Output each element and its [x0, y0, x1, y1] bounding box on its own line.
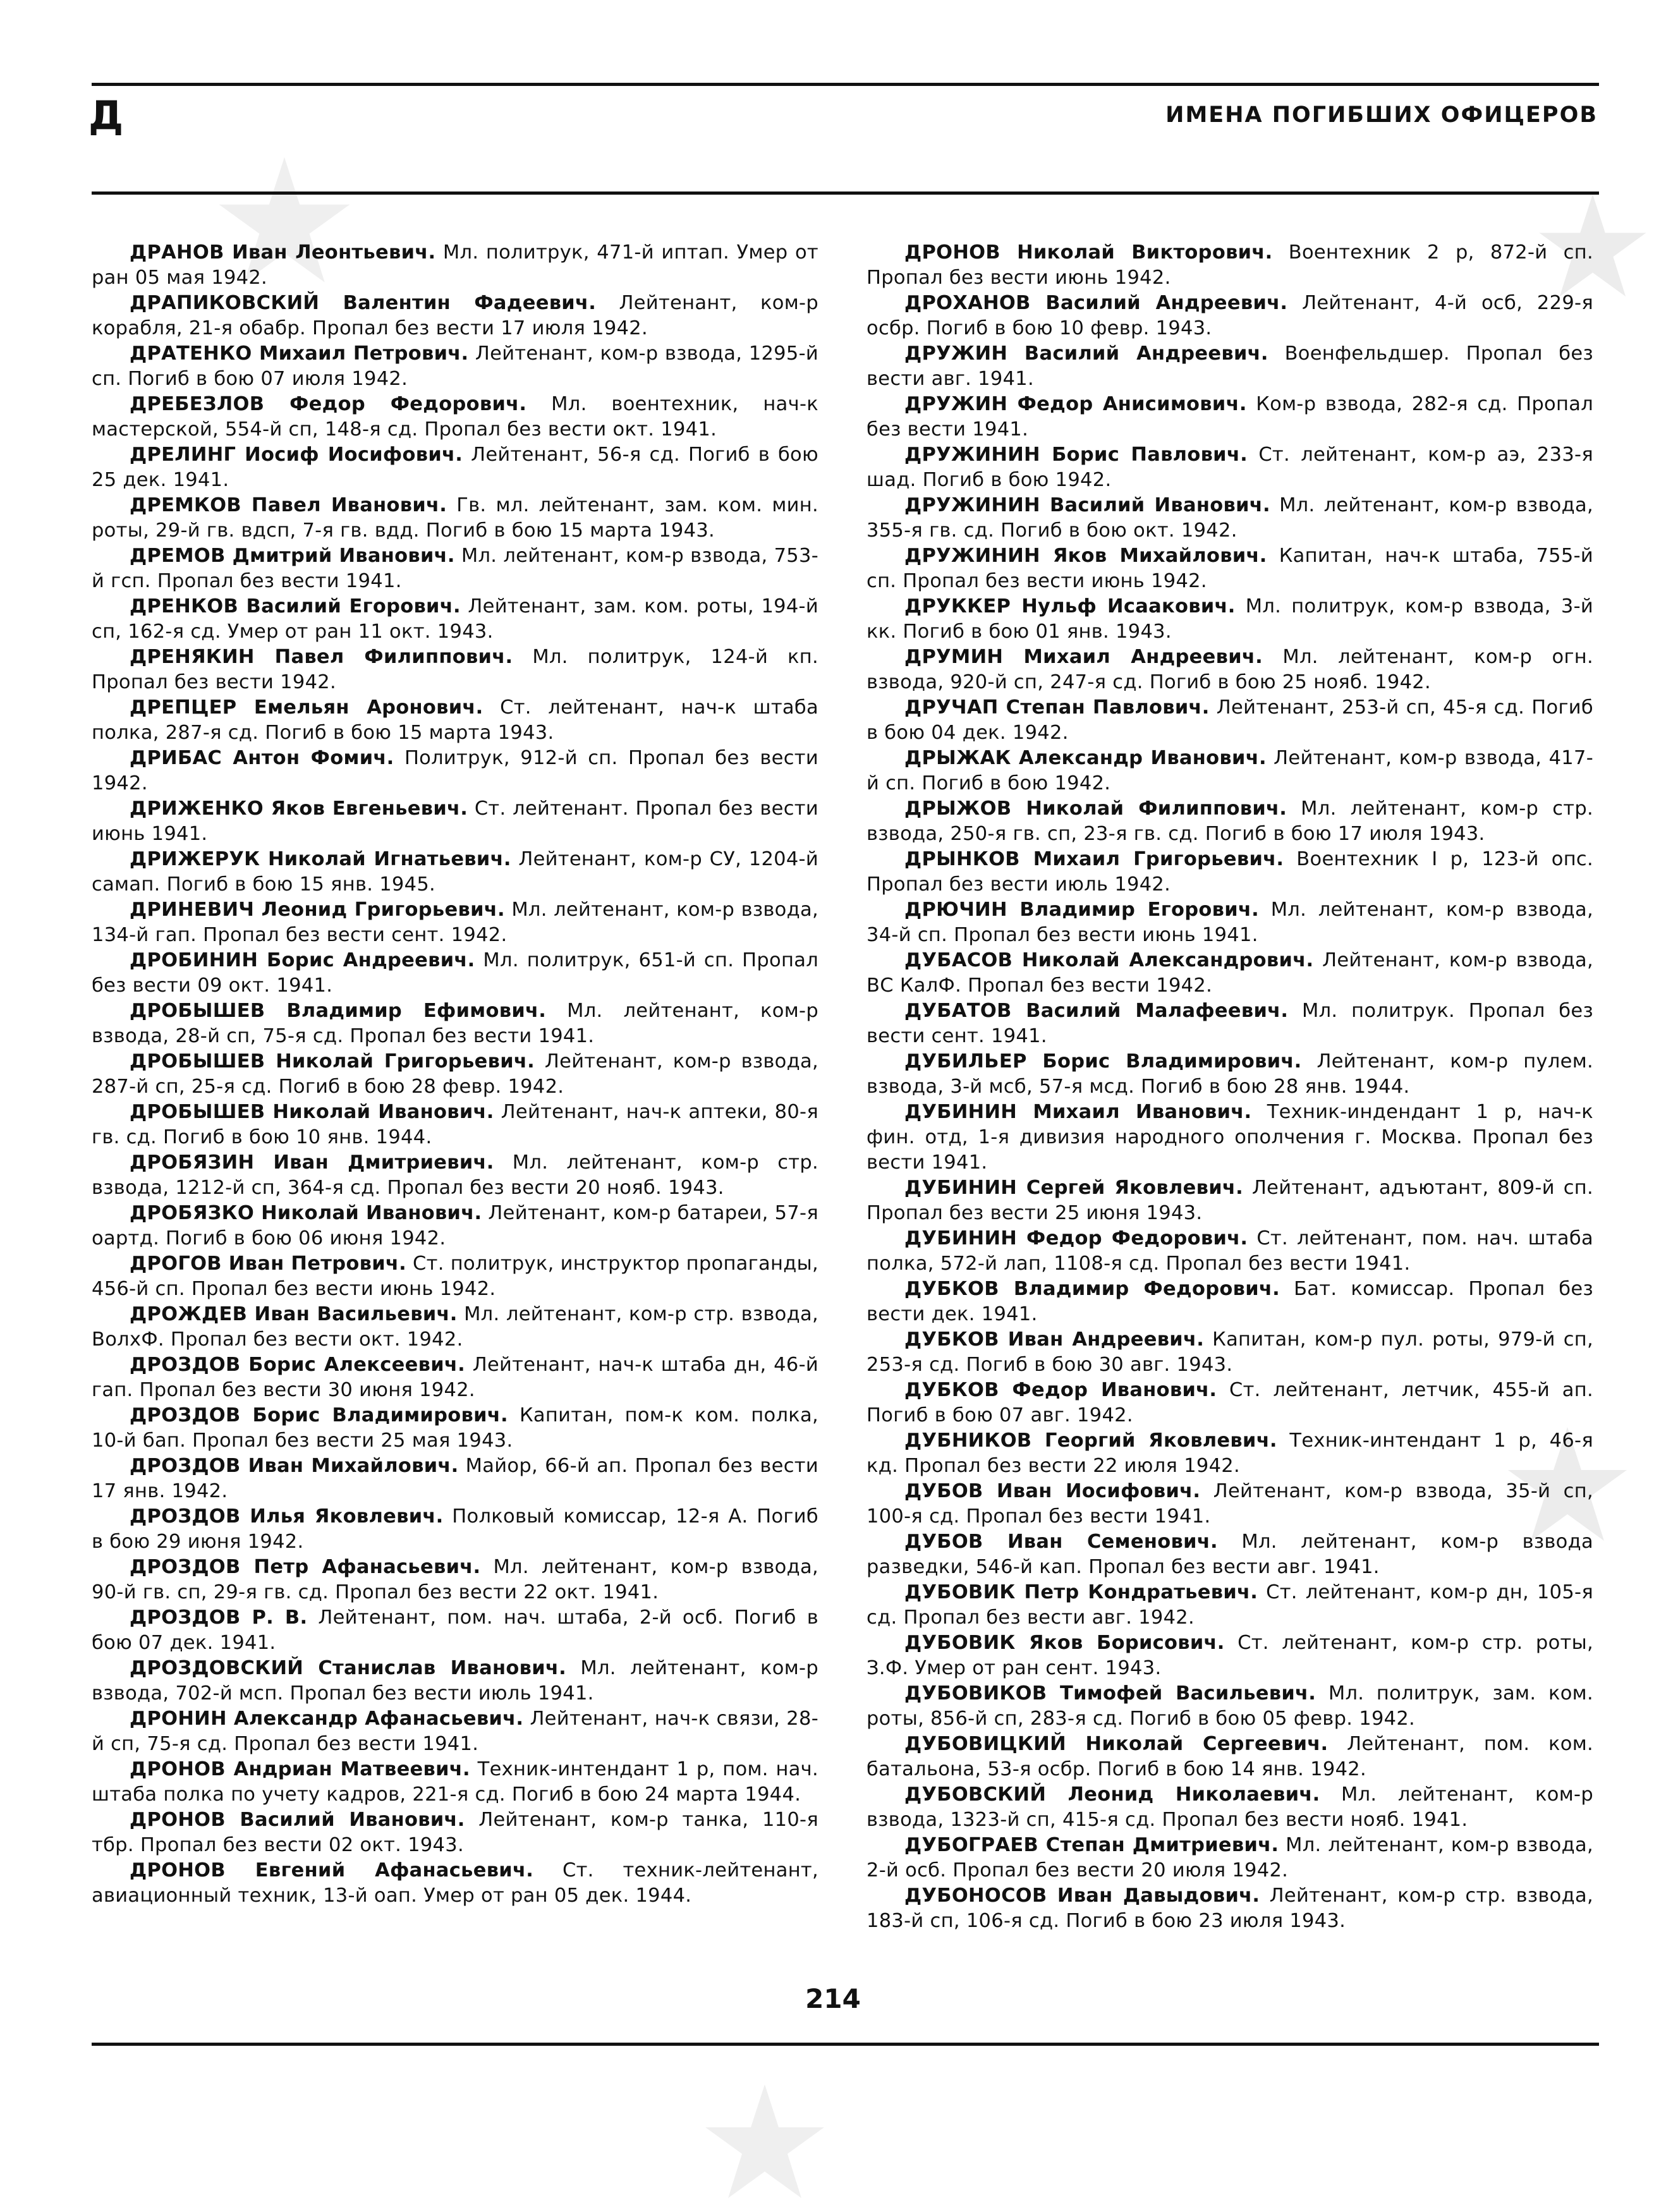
entry-name: ДРОЗДОВ Борис Владимирович.: [130, 1404, 508, 1426]
entry: [92, 594, 818, 645]
entry-text: Лейтенант, ком-р взвода, ВС КалФ. Пропал без вести 1942.: [866, 949, 1594, 997]
top-rule: [92, 83, 1599, 86]
entry-text: Мл. лейтенант, ком-р взвода, 702-й мсп. Пропал без вести июль 1941.: [92, 1657, 819, 1705]
entry-name: ДРЮЧИН Владимир Егорович.: [904, 899, 1260, 921]
entry: [92, 1150, 818, 1201]
entry-name: ДРОБИНИН Борис Андреевич.: [130, 949, 475, 971]
entry: [92, 1656, 818, 1706]
entry-text: Лейтенант, ком-р взвода, 35-й сп, 100-я сд. Пропал без вести 1941.: [866, 1480, 1593, 1528]
entry-name: ДРЕМКОВ Павел Иванович.: [130, 494, 447, 516]
entry-text: Ст. лейтенант, нач-к штаба полка, 287-я сд. Погиб в бою 15 марта 1943.: [92, 696, 818, 744]
entry-text: Лейтенант, ком-р взвода, 1295-й сп. Погиб в бою 07 июля 1942.: [92, 343, 818, 390]
entry-text: Лейтенант, ком-р СУ, 1204-й самап. Погиб в бою 15 янв. 1945.: [92, 848, 818, 896]
entry-name: ДУБОВИК Яков Борисович.: [904, 1632, 1225, 1654]
entry-name: ДРАНОВ Иван Леонтьевич.: [130, 241, 436, 264]
entry-text: Мл. лейтенант, ком-р взвода, 28-й сп, 75-я сд. Пропал без вести 1941.: [92, 1000, 819, 1047]
entry-name: ДРАТЕНКО Михаил Петрович.: [130, 343, 469, 365]
star-watermark-icon: [702, 2079, 828, 2206]
entry: [866, 1049, 1593, 1100]
entry: [866, 442, 1593, 493]
entry-name: ДРОНОВ Николай Викторович.: [904, 241, 1273, 264]
section-letter: Д: [88, 92, 124, 138]
entry-name: ДУБКОВ Федор Иванович.: [904, 1379, 1217, 1401]
entry: [866, 594, 1593, 645]
entry-name: ДРИЖЕНКО Яков Евгеньевич.: [130, 798, 468, 820]
entry: [866, 1277, 1593, 1327]
entry: [92, 1049, 818, 1100]
entry-text: Ст. лейтенант. Пропал без вести июнь 1941.: [92, 798, 818, 845]
entry: [866, 1883, 1593, 1934]
entry-name: ДРОБЯЗИН Иван Дмитриевич.: [130, 1152, 494, 1174]
entry: [866, 1176, 1593, 1226]
entry-name: ДРОЖДЕВ Иван Васильевич.: [130, 1303, 458, 1325]
entry-text: Мл. лейтенант, ком-р взвода, 134-й гап. Пропал без вести сент. 1942.: [92, 899, 818, 946]
entry: [92, 1454, 818, 1504]
entry-text: Лейтенант, адъютант, 809-й сп. Пропал без вести 25 июня 1943.: [866, 1177, 1594, 1224]
entry-name: ДРЫЖОВ Николай Филиппович.: [904, 798, 1287, 820]
entry-name: ДРУЖИНИН Василий Иванович.: [904, 494, 1270, 516]
entry: [866, 1529, 1593, 1580]
entry-name: ДРЫЖАК Александр Иванович.: [904, 747, 1267, 769]
entry-text: Ст. лейтенант, пом. нач. штаба полка, 572-й лап, 1108-я сд. Пропал без вести 1941.: [866, 1227, 1593, 1275]
entry-text: Лейтенант, ком-р взвода, 287-й сп, 25-я сд. Погиб в бою 28 февр. 1942.: [92, 1050, 819, 1098]
entry-name: ДУБКОВ Иван Андреевич.: [904, 1328, 1205, 1351]
entry-name: ДРУЖИН Василий Андреевич.: [904, 343, 1268, 365]
entry-name: ДУБНИКОВ Георгий Яковлевич.: [904, 1430, 1277, 1452]
entry: [92, 847, 818, 897]
entry: [92, 999, 818, 1049]
entry-text: Капитан, ком-р пул. роты, 979-й сп, 253-я сд. Погиб в бою 30 авг. 1943.: [866, 1328, 1594, 1376]
entry-text: Мл. политрук, зам. ком. роты, 856-й сп, 283-я сд. Погиб в бою 05 февр. 1942.: [866, 1682, 1593, 1730]
entry: [866, 1378, 1593, 1428]
entry: [92, 392, 818, 442]
entry: [866, 796, 1593, 847]
entry-text: Лейтенант, ком-р корабля, 21-я обабр. Пропал без вести 17 июля 1942.: [92, 292, 818, 339]
entry-text: Ст. лейтенант, ком-р стр. роты, З.Ф. Умер от ран сент. 1943.: [866, 1632, 1593, 1679]
entry: [92, 695, 818, 746]
entry-text: Мл. политрук. Пропал без вести сент. 1941.: [866, 1000, 1593, 1047]
entry: [866, 240, 1593, 291]
entry: [92, 341, 818, 392]
entry: [866, 948, 1593, 999]
entry-text: Мл. лейтенант, ком-р стр. взвода, 250-я гв. сп, 23-я гв. сд. Погиб в бою 17 июля 1943.: [866, 798, 1593, 845]
entry: [92, 1201, 818, 1251]
page-number: 214: [805, 1983, 861, 2014]
left-column: [92, 240, 818, 1909]
entry-name: ДРОНОВ Андриан Матвеевич.: [130, 1758, 470, 1780]
bottom-rule: [92, 2043, 1599, 2046]
entry-text: Мл. лейтенант, ком-р стр. взвода, 1212-й сп, 364-я сд. Пропал без вести 20 нояб. 1943.: [92, 1152, 818, 1199]
entry-text: Ст. лейтенант, летчик, 455-й ап. Погиб в бою 07 авг. 1942.: [866, 1379, 1593, 1426]
entry-text: Воентехник 2 р, 872-й сп. Пропал без вести июнь 1942.: [866, 241, 1593, 289]
entry: [866, 999, 1593, 1049]
header-rule: [92, 191, 1599, 195]
entry-name: ДУБОНОСОВ Иван Давыдович.: [904, 1885, 1260, 1907]
entry: [866, 1226, 1593, 1277]
entry-text: Мл. лейтенант, ком-р взвода, 34-й сп. Пропал без вести июнь 1941.: [866, 899, 1593, 946]
entry: [92, 291, 818, 341]
entry: [866, 1100, 1593, 1176]
entry-name: ДРОБЫШЕВ Николай Иванович.: [130, 1101, 494, 1123]
entry-name: ДРОХАНОВ Василий Андреевич.: [904, 292, 1288, 314]
entry: [866, 1732, 1593, 1782]
entry: [92, 442, 818, 493]
entry-name: ДРОЗДОВСКИЙ Станислав Иванович.: [130, 1657, 567, 1679]
entry-name: ДРИБАС Антон Фомич.: [130, 747, 394, 769]
entry: [866, 392, 1593, 442]
entry-name: ДРОНОВ Евгений Афанасьевич.: [130, 1859, 534, 1881]
entry-name: ДУБИЛЬЕР Борис Владимирович.: [904, 1050, 1302, 1073]
entry-text: Лейтенант, нач-к связи, 28-й сп, 75-я сд. Пропал без вести 1941.: [92, 1708, 819, 1755]
entry: [866, 1327, 1593, 1378]
entry: [866, 291, 1593, 341]
entry-name: ДРЕБЕЗЛОВ Федор Федорович.: [130, 393, 527, 415]
entry-name: ДРУККЕР Нульф Исаакович.: [904, 595, 1236, 617]
entry-text: Лейтенант, зам. ком. роты, 194-й сп, 162-я сд. Умер от ран 11 окт. 1943.: [92, 595, 818, 643]
entry: [92, 1302, 818, 1352]
entry-text: Мл. политрук, 124-й кп. Пропал без вести 1942.: [92, 646, 818, 693]
entry-name: ДРИЖЕРУК Николай Игнатьевич.: [130, 848, 511, 870]
entry: [866, 493, 1593, 544]
entry: [866, 1428, 1593, 1479]
entry-text: Полковый комиссар, 12-я А. Погиб в бою 29 июня 1942.: [92, 1505, 818, 1553]
entry: [866, 544, 1593, 594]
entry-name: ДРОБЯЗКО Николай Иванович.: [130, 1202, 482, 1224]
entry: [92, 1555, 818, 1605]
entry-name: ДУБИНИН Михаил Иванович.: [904, 1101, 1252, 1123]
entry-name: ДУБИНИН Федор Федорович.: [904, 1227, 1248, 1249]
entry-name: ДРОЗДОВ Р. В.: [130, 1607, 308, 1629]
entry-text: Ст. техник-лейтенант, авиационный техник, 13-й оап. Умер от ран 05 дек. 1944.: [92, 1859, 818, 1907]
entry-name: ДРОБЫШЕВ Николай Григорьевич.: [130, 1050, 535, 1073]
entry-text: Лейтенант, 56-я сд. Погиб в бою 25 дек. 1941.: [92, 444, 818, 491]
entry-text: Лейтенант, ком-р стр. взвода, 183-й сп, 106-я сд. Погиб в бою 23 июля 1943.: [866, 1885, 1593, 1932]
entry-text: Лейтенант, пом. ком. батальона, 53-я осбр. Погиб в бою 14 янв. 1942.: [866, 1733, 1593, 1780]
entry: [92, 1352, 818, 1403]
entry-name: ДРУЧАП Степан Павлович.: [904, 696, 1210, 719]
entry-name: ДУБОВИК Петр Кондратьевич.: [904, 1581, 1258, 1603]
entry: [92, 544, 818, 594]
entry-text: Лейтенант, ком-р взвода, 417-й сп. Погиб в бою 1942.: [866, 747, 1593, 794]
entry-text: Техник-интендант 1 р, пом. нач. штаба полка по учету кадров, 221-я сд. Погиб в бою 24 марта 1944.: [92, 1758, 818, 1806]
entry-text: Политрук, 912-й сп. Пропал без вести 1942.: [92, 747, 818, 794]
entry-name: ДУБОВИЦКИЙ Николай Сергеевич.: [904, 1733, 1329, 1755]
entry-text: Мл. политрук, 471-й иптап. Умер от ран 05 мая 1942.: [92, 241, 818, 289]
entry: [92, 493, 818, 544]
entry: [866, 1681, 1593, 1732]
entry: [92, 746, 818, 796]
entry-text: Мл. лейтенант, ком-р огн. взвода, 920-й сп, 247-я сд. Погиб в бою 25 нояб. 1942.: [866, 646, 1594, 693]
entry-name: ДУБАСОВ Николай Александрович.: [904, 949, 1314, 971]
entry-text: Бат. комиссар. Пропал без вести дек. 1941.: [866, 1278, 1593, 1325]
entry-text: Лейтенант, 4-й осб, 229-я осбр. Погиб в бою 10 февр. 1943.: [866, 292, 1593, 339]
entry-name: ДРОГОВ Иван Петрович.: [130, 1253, 406, 1275]
entry-name: ДРУЖИНИН Яков Михайлович.: [904, 545, 1267, 567]
entry: [866, 1580, 1593, 1631]
entry-text: Воентехник I р, 123-й опс. Пропал без вести июль 1942.: [866, 848, 1593, 896]
entry-name: ДРЕЛИНГ Иосиф Иосифович.: [130, 444, 463, 466]
entry-name: ДРУЖИН Федор Анисимович.: [904, 393, 1247, 415]
entry-text: Мл. лейтенант, ком-р взвода, 355-я гв. сд. Погиб в бою окт. 1942.: [866, 494, 1593, 542]
entry-name: ДРЫНКОВ Михаил Григорьевич.: [904, 848, 1284, 870]
entry-text: Лейтенант, ком-р батареи, 57-я оартд. Погиб в бою 06 июня 1942.: [92, 1202, 818, 1249]
entry-text: Ст. лейтенант, ком-р дн, 105-я сд. Пропал без вести авг. 1942.: [866, 1581, 1593, 1629]
entry: [866, 1631, 1593, 1681]
entry-name: ДУБОВ Иван Иосифович.: [904, 1480, 1201, 1502]
entry-name: ДУБОВ Иван Семенович.: [904, 1531, 1218, 1553]
entry-name: ДУБОВИКОВ Тимофей Васильевич.: [904, 1682, 1316, 1705]
entry: [92, 796, 818, 847]
entry-text: Лейтенант, ком-р пулем. взвода, 3-й мсб, 57-я мсд. Погиб в бою 28 янв. 1944.: [866, 1050, 1594, 1098]
entry-name: ДРОНИН Александр Афанасьевич.: [130, 1708, 524, 1730]
entry-text: Лейтенант, пом. нач. штаба, 2-й осб. Погиб в бою 07 дек. 1941.: [92, 1607, 818, 1654]
entry-text: Лейтенант, нач-к штаба дн, 46-й гап. Пропал без вести 30 июня 1942.: [92, 1354, 818, 1401]
entry-name: ДРОЗДОВ Иван Михайлович.: [130, 1455, 459, 1477]
entry: [92, 645, 818, 695]
entry: [866, 645, 1593, 695]
entry-name: ДРУЖИНИН Борис Павлович.: [904, 444, 1248, 466]
entry-text: Техник-индендант 1 р, нач-к фин. отд, 1-я дивизия народного ополчения г. Москва. Пропал без вести 1941.: [866, 1101, 1593, 1174]
entry-text: Техник-интендант 1 р, 46-я кд. Пропал без вести 22 июля 1942.: [866, 1430, 1593, 1477]
entry-text: Мл. воентехник, нач-к мастерской, 554-й сп, 148-я сд. Пропал без вести окт. 1941.: [92, 393, 818, 441]
entry-name: ДРОБЫШЕВ Владимир Ефимович.: [130, 1000, 547, 1022]
entry-text: Лейтенант, ком-р танка, 110-я тбр. Пропал без вести 02 окт. 1943.: [92, 1809, 819, 1856]
right-column: [866, 240, 1593, 1934]
entry: [92, 948, 818, 999]
entry: [92, 1757, 818, 1808]
entry-text: Военфельдшер. Пропал без вести авг. 1941.: [866, 343, 1593, 390]
entry: [92, 1403, 818, 1454]
entry: [866, 1833, 1593, 1883]
entry-text: Гв. мл. лейтенант, зам. ком. мин. роты, 29-й гв. вдсп, 7-я гв. вдд. Погиб в бою 15 марта 1943.: [92, 494, 818, 542]
entry: [92, 1706, 818, 1757]
entry-name: ДРЕПЦЕР Емельян Аронович.: [130, 696, 483, 719]
entry: [92, 1251, 818, 1302]
entry-name: ДРОЗДОВ Борис Алексеевич.: [130, 1354, 466, 1376]
entry-name: ДРАПИКОВСКИЙ Валентин Фадеевич.: [130, 292, 597, 314]
entry: [92, 1808, 818, 1858]
entry-text: Лейтенант, нач-к аптеки, 80-я гв. сд. Погиб в бою 10 янв. 1944.: [92, 1101, 818, 1148]
entry-text: Мл. лейтенант, ком-р взвода разведки, 546-й кап. Пропал без вести авг. 1941.: [866, 1531, 1594, 1578]
entry: [866, 1782, 1593, 1833]
entry: [866, 695, 1593, 746]
entry: [92, 240, 818, 291]
entry: [92, 1504, 818, 1555]
entry: [92, 1858, 818, 1909]
entry: [866, 897, 1593, 948]
entry-text: Мл. лейтенант, ком-р взвода, 90-й гв. сп, 29-я гв. сд. Пропал без вести 22 окт. 1941.: [92, 1556, 818, 1603]
entry-text: Ст. лейтенант, ком-р аэ, 233-я шад. Погиб в бою 1942.: [866, 444, 1593, 491]
entry-text: Ком-р взвода, 282-я сд. Пропал без вести 1941.: [866, 393, 1593, 441]
entry-text: Капитан, нач-к штаба, 755-й сп. Пропал без вести июнь 1942.: [866, 545, 1593, 592]
entry: [92, 1100, 818, 1150]
entry-name: ДРУМИН Михаил Андреевич.: [904, 646, 1263, 668]
entry-name: ДУБОВСКИЙ Леонид Николаевич.: [904, 1784, 1320, 1806]
entry-name: ДРОНОВ Василий Иванович.: [130, 1809, 465, 1831]
entry-text: Мл. лейтенант, ком-р стр. взвода, ВолхФ. Пропал без вести окт. 1942.: [92, 1303, 819, 1351]
entry: [866, 847, 1593, 897]
entry-name: ДРЕНЯКИН Павел Филиппович.: [130, 646, 513, 668]
entry-name: ДРОЗДОВ Петр Афанасьевич.: [130, 1556, 481, 1578]
entry-name: ДРОЗДОВ Илья Яковлевич.: [130, 1505, 444, 1528]
entry-text: Мл. лейтенант, ком-р взвода, 753-й гсп. Пропал без вести 1941.: [92, 545, 818, 592]
entry: [866, 746, 1593, 796]
running-title: ИМЕНА ПОГИБШИХ ОФИЦЕРОВ: [1165, 102, 1598, 128]
entry-name: ДРЕНКОВ Василий Егорович.: [130, 595, 461, 617]
entry-name: ДРЕМОВ Дмитрий Иванович.: [130, 545, 455, 567]
entry-text: Мл. политрук, 651-й сп. Пропал без вести 09 окт. 1941.: [92, 949, 818, 997]
entry-name: ДРИНЕВИЧ Леонид Григорьевич.: [130, 899, 505, 921]
entry-text: Мл. политрук, ком-р взвода, 3-й кк. Погиб в бою 01 янв. 1943.: [866, 595, 1593, 643]
entry-name: ДУБКОВ Владимир Федорович.: [904, 1278, 1280, 1300]
entry-name: ДУБАТОВ Василий Малафеевич.: [904, 1000, 1289, 1022]
entry: [92, 1605, 818, 1656]
entry-name: ДУБОГРАЕВ Степан Дмитриевич.: [904, 1834, 1279, 1856]
entry: [866, 1479, 1593, 1529]
entry-text: Мл. лейтенант, ком-р взвода, 1323-й сп, 415-я сд. Пропал без вести нояб. 1941.: [866, 1784, 1594, 1831]
entry: [92, 897, 818, 948]
entry-text: Капитан, пом-к ком. полка, 10-й бап. Пропал без вести 25 мая 1943.: [92, 1404, 819, 1452]
entry-text: Мл. лейтенант, ком-р взвода, 2-й осб. Пропал без вести 20 июля 1942.: [866, 1834, 1593, 1881]
entry-name: ДУБИНИН Сергей Яковлевич.: [904, 1177, 1244, 1199]
entry-text: Ст. политрук, инструктор пропаганды, 456-й сп. Пропал без вести июнь 1942.: [92, 1253, 818, 1300]
entry: [866, 341, 1593, 392]
entry-text: Лейтенант, 253-й сп, 45-я сд. Погиб в бою 04 дек. 1942.: [866, 696, 1593, 744]
entry-text: Майор, 66-й ап. Пропал без вести 17 янв. 1942.: [92, 1455, 818, 1502]
